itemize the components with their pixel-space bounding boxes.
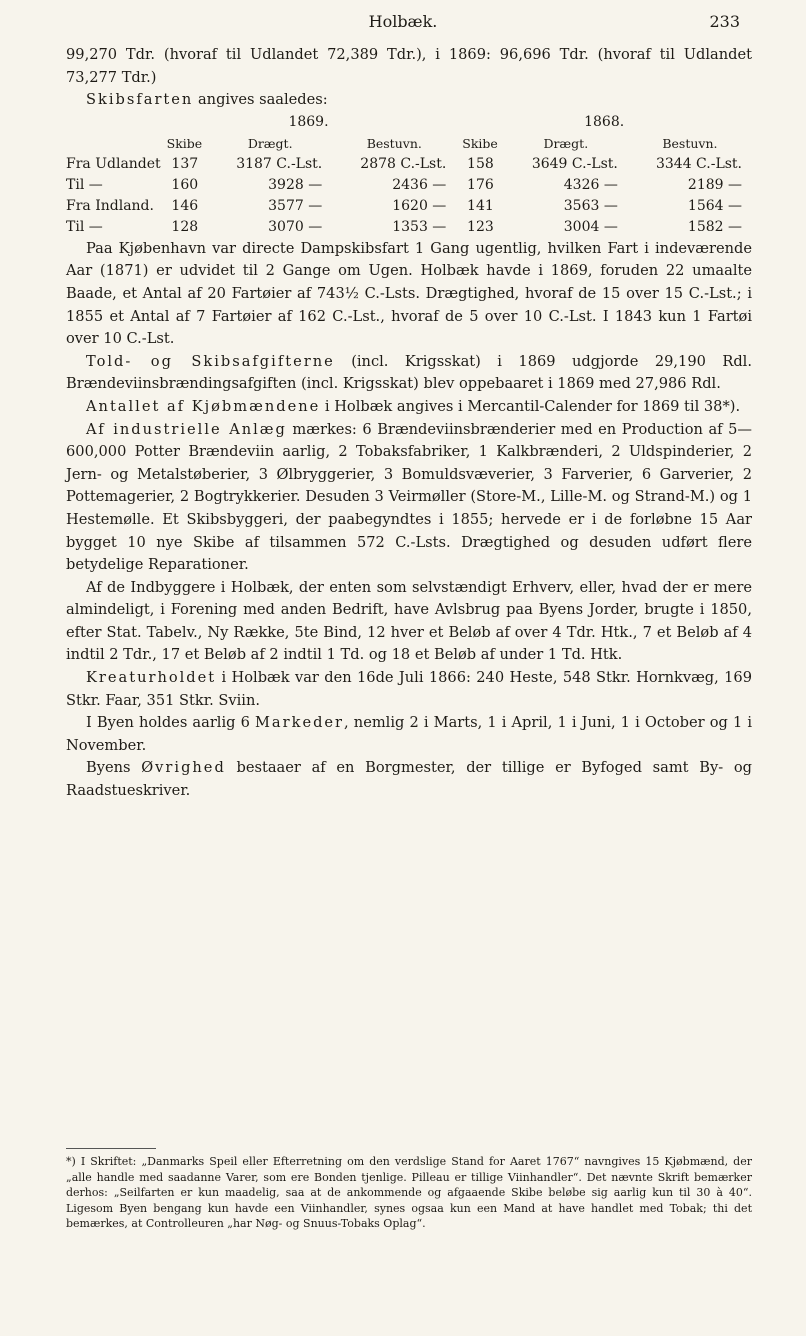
- body-text: [66, 44, 752, 803]
- markets-text: , nemlig 2 i Marts, 1 i April, 1 i Juni, 1 i October og 1 i November.: [66, 714, 753, 754]
- col-laden-1869: Bestuvn.: [366, 135, 422, 151]
- paragraph-steamship: Paa Kjøbenhavn var directe Dampskibsfart 1 Gang ugentlig, hvilken Fart i indeværende Aar (1871) er udvidet til 2 Gange om Ugen. Holbæk havde i 1869, foruden 22 umaalte Baade, et Antal af 20 Fartøier af 743½ C.-Lsts. Drægtighed, hvoraf de 15 over 15 C.-Lst.; i 1855 et Antal af 7 Fartøier af 162 C.-Lst., hvoraf de 5 over 10 C.-Lst. I 1843 kun 1 Fartøi over 10 C.-Lst.: [66, 239, 752, 348]
- authority-text: bestaaer af en Borgmester, der tillige er Byfoged samt By- og Raadstueskriver.: [66, 759, 752, 800]
- markets-lead: I Byen holdes aarlig 6: [86, 714, 255, 732]
- footnote: *) I Skriftet: „Danmarks Speil eller Efterretning om den verdslige Stand for Aaret 1767“ navngives 15 Kjøbmænd, der „alle handle med saadanne Varer, som ere Bonden tjenlige. Pilleau er tillige Viinhandler“. Det nævnte Skrift bemærker derhos: „Seilfarten er kun maadelig, saa at de ankommende og afgaaende Skibe beløbe sig aarlig kun til 30 à 40“. Ligesom Byen bengang kun havde een Viinhandler, synes ogsaa kun een Mand at have handlet med Tobak; thi det bemærkes, at Controlleuren „har Nøg- og Snuus-Tobaks Oplag“.: [66, 1155, 752, 1230]
- term-shipping: Skibsfarten: [86, 91, 194, 109]
- footnote-divider: [66, 1148, 156, 1149]
- page-number: 233: [709, 12, 740, 31]
- table-row: Fra Indland. 146 3577 — 1620 — 141 3563 — 1564 —: [66, 197, 742, 214]
- authority-lead: Byens: [86, 759, 142, 777]
- shipping-intro-text: angives saaledes:: [193, 91, 328, 109]
- col-tonnage-1869: Drægt.: [247, 135, 293, 151]
- col-laden-1868: Bestuvn.: [662, 135, 718, 151]
- col-tonnage-1868: Drægt.: [543, 135, 589, 151]
- running-title: Holbæk.: [368, 12, 438, 31]
- livestock-text: i Holbæk var den 16de Juli 1866: 240 Heste, 548 Stkr. Hornkvæg, 169 Stkr. Faar, 351 Stkr. Sviin.: [66, 669, 752, 709]
- paragraph-authority: [66, 757, 752, 802]
- paragraph-agriculture: Af de Indbyggere i Holbæk, der enten som selvstændigt Erhverv, eller, hvad der er mere almindeligt, i Forening med anden Bedrift, have Avlsbrug paa Byens Jorder, brugte i 1850, efter Stat. Tabelv., Ny Række, 5te Bind, 12 hver et Beløb af over 4 Tdr. Htk., 7 et Beløb af 4 indtil 2 Tdr., 17 et Beløb af 2 indtil 1 Td. og 18 et Beløb af under 1 Td. Htk.: [66, 578, 752, 664]
- paragraph-customs: [66, 351, 752, 396]
- term-authority: Øvrighed: [141, 759, 226, 777]
- table-row: Til — 160 3928 — 2436 — 176 4326 — 2189 —: [66, 176, 742, 193]
- year-1869: 1869.: [288, 113, 329, 130]
- term-livestock: Kreaturholdet: [86, 669, 217, 687]
- paragraph-merchants: [66, 396, 752, 419]
- customs-text: (incl. Krigsskat) i 1869 udgjorde 29,190 Rdl. Brændeviinsbrændingsafgiften (incl. Krigsskat) blev oppebaaret i 1869 med 27,986 Rdl.: [66, 352, 752, 393]
- paragraph-markets: [66, 712, 752, 757]
- paragraph-livestock: [66, 667, 752, 712]
- shipping-table: [66, 112, 752, 238]
- term-merchants: Antallet af Kjøbmændene: [86, 397, 321, 415]
- term-customs: Told- og Skibsafgifterne: [86, 352, 335, 370]
- table-row: Fra Udlandet 137 3187 C.-Lst. 2878 C.-Lst. 158 3649 C.-Lst. 3344 C.-Lst.: [66, 155, 742, 172]
- year-1868: 1868.: [584, 113, 625, 130]
- merchants-text: i Holbæk angives i Mercantil-Calender for 1869 til 38*).: [320, 397, 741, 415]
- paragraph-export-totals: 99,270 Tdr. (hvoraf til Udlandet 72,389 Tdr.), i 1869: 96,696 Tdr. (hvoraf til Udlandet 73,277 Tdr.): [66, 46, 752, 86]
- table-row: Til — 128 3070 — 1353 — 123 3004 — 1582 —: [66, 218, 742, 235]
- term-industry: Af industrielle Anlæg: [86, 420, 287, 438]
- col-ships-1868: Skibe: [462, 135, 498, 151]
- term-markets: Markeder: [254, 714, 345, 732]
- paragraph-shipping-intro: [66, 89, 752, 112]
- table-header-row: [66, 133, 752, 154]
- industry-text: mærkes: 6 Brændeviinsbrænderier med en Production af 5—600,000 Potter Brændeviin aarlig, 2 Tobaksfabriker, 1 Kalkbrænderi, 2 Uldspinderier, 2 Jern- og Metalstøberier, 3 Ølbryggerier, 3 Bomuldsvæverier, 3 Farverier, 6 Garverier, 2 Pottemagerier, 2 Bogtrykkerier. Desuden 3 Veirmøller (Store-M., Lille-M. og Strand-M.) og 1 Hestemølle. Et Skibsbyggeri, der paabegyndtes i 1855; hervede er i de forløbne 15 Aar bygget 10 nye Skibe af tilsammen 572 C.-Lsts. Drægtighed og desuden udført flere betydelige Reparationer.: [66, 420, 752, 574]
- col-ships-1869: Skibe: [166, 135, 203, 151]
- paragraph-industry: [66, 419, 752, 577]
- running-head: [66, 12, 740, 34]
- table-year-row: [66, 112, 752, 133]
